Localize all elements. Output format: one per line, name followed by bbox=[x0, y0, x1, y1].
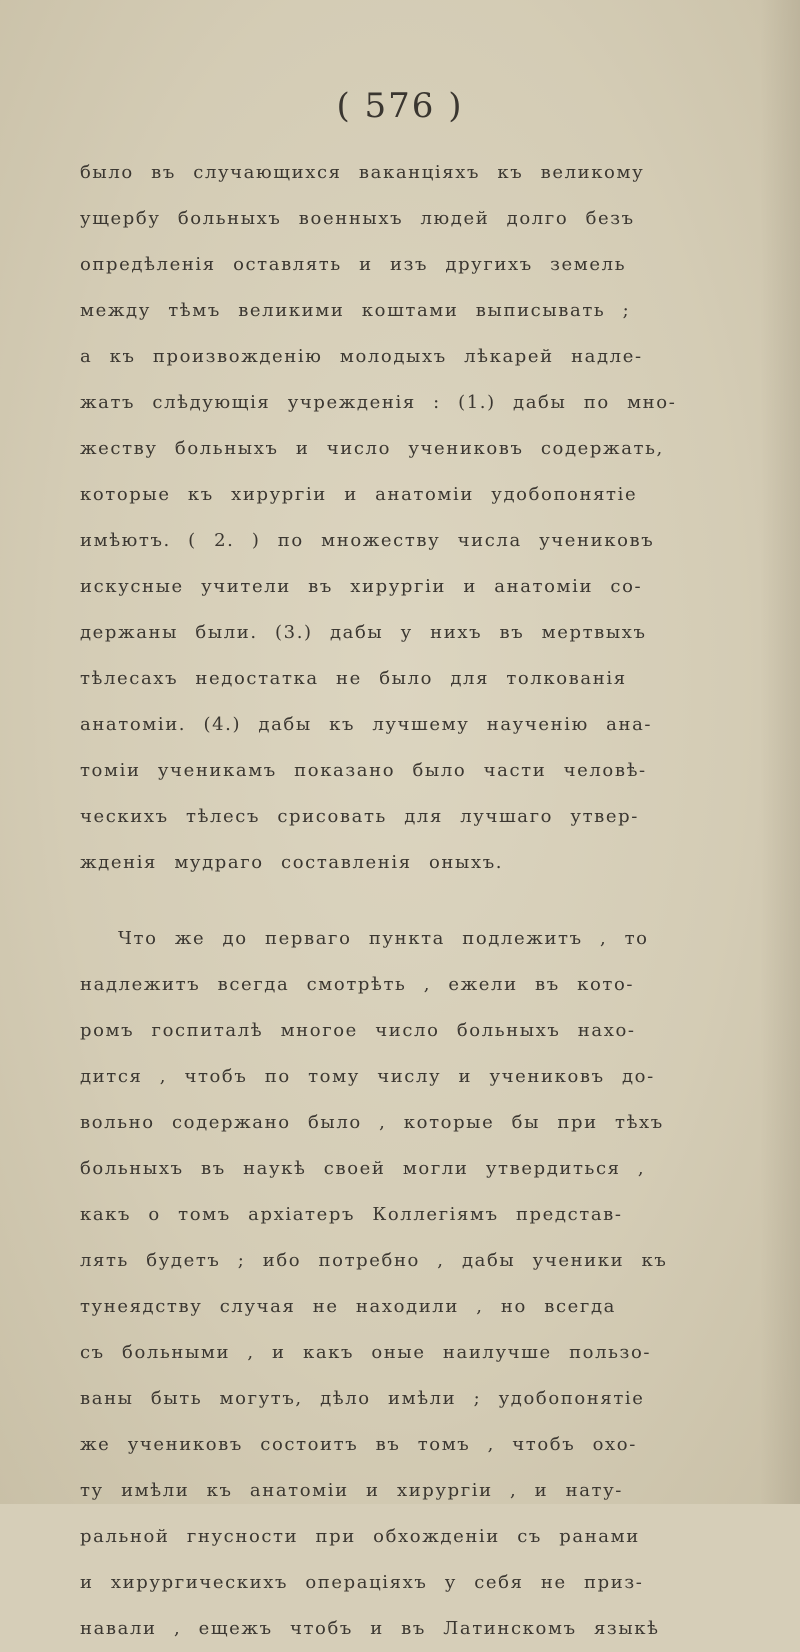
text-line: ральной гнусности при обхожденіи съ ранами bbox=[80, 1526, 640, 1547]
text-line: вольно содержано было , которые бы при тѣхъ bbox=[80, 1112, 664, 1133]
text-line: анатоміи. (4.) дабы къ лучшему наученію ана- bbox=[80, 714, 653, 735]
text-line: тунеядству случая не находили , но всегда bbox=[80, 1296, 616, 1317]
text-line: искусные учители въ хирургіи и анатоміи со- bbox=[80, 576, 643, 597]
text-line: опредѣленія оставлять и изъ другихъ земель bbox=[80, 254, 627, 275]
text-line: держаны были. (3.) дабы у нихъ въ мертвыхъ bbox=[80, 622, 647, 643]
text-line: тѣлесахъ недостатка не было для толкованія bbox=[80, 668, 627, 689]
text-line: жатъ слѣдующія учрежденія : (1.) дабы по мно- bbox=[80, 392, 677, 413]
text-line: лять будетъ ; ибо потребно , дабы ученики къ bbox=[80, 1250, 668, 1271]
text-line: надлежитъ всегда смотрѣть , ежели въ кото- bbox=[80, 974, 635, 995]
text-line: а къ произвожденію молодыхъ лѣкарей надле- bbox=[80, 346, 643, 367]
page-number: ( 576 ) bbox=[336, 86, 464, 126]
text-line: ческихъ тѣлесъ срисовать для лучшаго утвер- bbox=[80, 806, 639, 827]
text-line: съ больными , и какъ оные наилучше пользо- bbox=[80, 1342, 652, 1363]
text-line: же учениковъ состоитъ въ томъ , чтобъ охо- bbox=[80, 1434, 637, 1455]
text-line: имѣютъ. ( 2. ) по множеству числа учениковъ bbox=[80, 530, 655, 551]
text-block bbox=[80, 150, 780, 1652]
text-line: томіи ученикамъ показано было части человѣ- bbox=[80, 760, 647, 781]
text-line: Что же до перваго пункта подлежитъ , то bbox=[118, 928, 649, 949]
text-line: какъ о томъ архіатеръ Коллегіямъ представ- bbox=[80, 1204, 623, 1225]
text-line: было въ случающихся ваканціяхъ къ великому bbox=[80, 162, 645, 183]
text-line: ромъ госпиталѣ многое число больныхъ нахо- bbox=[80, 1020, 636, 1041]
paragraph-gap bbox=[80, 886, 780, 916]
text-line: дится , чтобъ по тому числу и учениковъ до- bbox=[80, 1066, 655, 1087]
text-line: которые къ хирургіи и анатоміи удобопонятіе bbox=[80, 484, 638, 505]
paragraph-1 bbox=[80, 150, 780, 886]
text-line: жеству больныхъ и число учениковъ содержать, bbox=[80, 438, 664, 459]
text-line: ваны быть могутъ, дѣло имѣли ; удобопонятіе bbox=[80, 1388, 645, 1409]
text-line: и хирургическихъ операціяхъ у себя не приз- bbox=[80, 1572, 644, 1593]
text-line: между тѣмъ великими коштами выписывать ; bbox=[80, 300, 631, 321]
text-line: больныхъ въ наукѣ своей могли утвердиться , bbox=[80, 1158, 646, 1179]
text-line: жденія мудраго составленія оныхъ. bbox=[80, 852, 504, 873]
text-line: ущербу больныхъ военныхъ людей долго безъ bbox=[80, 208, 635, 229]
text-line: навали , ещежъ чтобъ и въ Латинскомъ языкѣ bbox=[80, 1618, 660, 1639]
text-line: ту имѣли къ анатоміи и хирургіи , и нату- bbox=[80, 1480, 623, 1501]
paragraph-2 bbox=[80, 916, 780, 1652]
